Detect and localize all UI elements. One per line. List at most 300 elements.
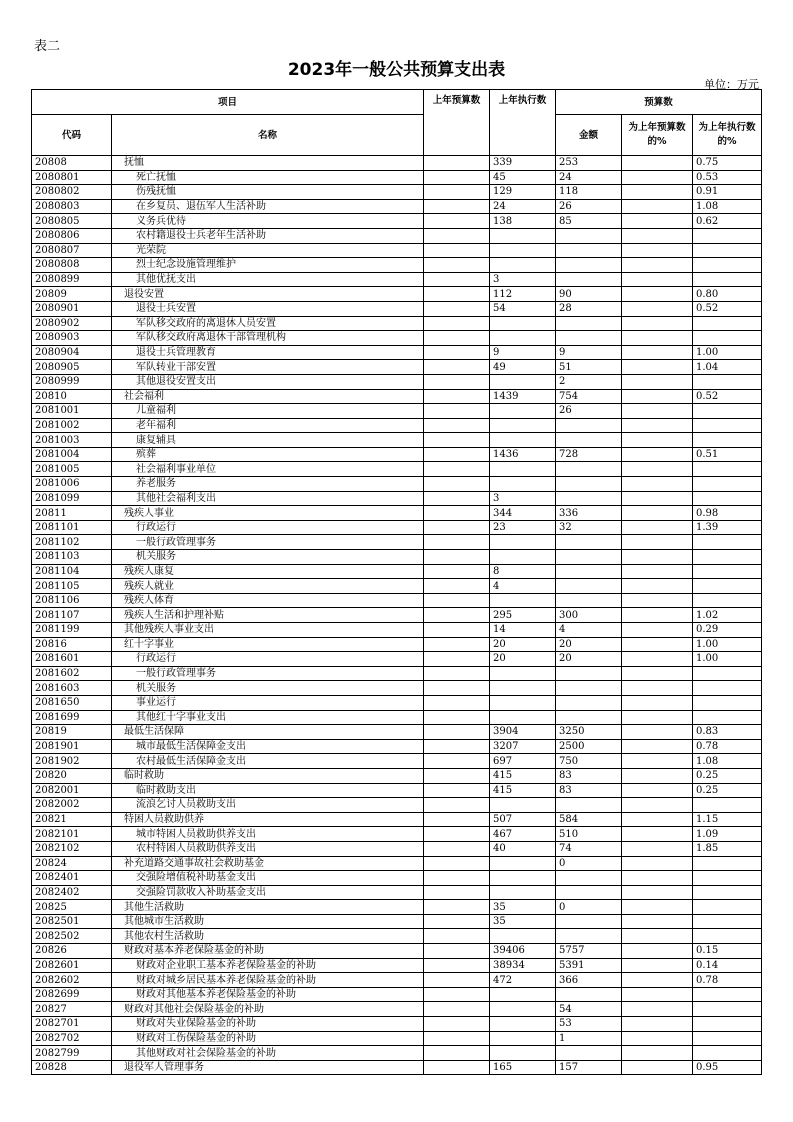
table-row	[32, 550, 762, 565]
prev-budget-cell	[424, 623, 490, 638]
prev-exec-cell: 344	[490, 506, 556, 521]
name-cell: 殡葬	[112, 447, 424, 462]
prev-exec-cell	[490, 871, 556, 886]
pct-exec-cell	[693, 987, 762, 1002]
pct-budget-cell	[622, 404, 693, 419]
code-cell: 2081102	[32, 535, 112, 550]
pct-exec-cell: 0.80	[693, 287, 762, 302]
pct-exec-cell	[693, 900, 762, 915]
prev-exec-cell: 415	[490, 783, 556, 798]
pct-exec-cell: 1.09	[693, 827, 762, 842]
code-cell: 2081004	[32, 447, 112, 462]
prev-exec-cell	[490, 856, 556, 871]
amount-cell: 20	[556, 652, 622, 667]
prev-exec-cell: 49	[490, 360, 556, 375]
amount-cell	[556, 871, 622, 886]
pct-exec-cell: 0.98	[693, 506, 762, 521]
table-row	[32, 272, 762, 287]
prev-exec-cell	[490, 462, 556, 477]
name-cell: 军队移交政府离退休干部管理机构	[112, 331, 424, 346]
pct-exec-cell: 1.85	[693, 841, 762, 856]
amount-cell	[556, 491, 622, 506]
pct-exec-cell	[693, 1046, 762, 1061]
prev-budget-cell	[424, 506, 490, 521]
name-cell: 其他农村生活救助	[112, 929, 424, 944]
name-cell: 养老服务	[112, 477, 424, 492]
name-cell: 其他优抚支出	[112, 272, 424, 287]
name-cell: 交强险罚款收入补助基金支出	[112, 885, 424, 900]
amount-cell: 26	[556, 199, 622, 214]
code-cell: 2081003	[32, 433, 112, 448]
pct-exec-cell	[693, 871, 762, 886]
code-cell: 2082001	[32, 783, 112, 798]
prev-budget-cell	[424, 331, 490, 346]
table-row	[32, 725, 762, 740]
table-row	[32, 360, 762, 375]
prev-exec-cell: 129	[490, 185, 556, 200]
table-row	[32, 739, 762, 754]
table-row	[32, 345, 762, 360]
name-cell: 残疾人体育	[112, 593, 424, 608]
amount-cell: 83	[556, 768, 622, 783]
pct-exec-cell	[693, 418, 762, 433]
prev-exec-cell	[490, 316, 556, 331]
prev-budget-cell	[424, 768, 490, 783]
pct-budget-cell	[622, 593, 693, 608]
name-cell: 其他残疾人事业支出	[112, 623, 424, 638]
pct-exec-cell	[693, 272, 762, 287]
amount-cell	[556, 681, 622, 696]
code-cell: 2081650	[32, 695, 112, 710]
code-cell: 2080803	[32, 199, 112, 214]
amount-cell: 300	[556, 608, 622, 623]
amount-cell: 53	[556, 1017, 622, 1032]
pct-budget-cell	[622, 637, 693, 652]
code-cell: 2080801	[32, 170, 112, 185]
table-row	[32, 1002, 762, 1017]
amount-cell: 85	[556, 214, 622, 229]
prev-budget-cell	[424, 345, 490, 360]
prev-exec-cell	[490, 1017, 556, 1032]
code-cell: 2081103	[32, 550, 112, 565]
pct-exec-cell	[693, 914, 762, 929]
pct-budget-cell	[622, 608, 693, 623]
code-cell: 2080807	[32, 243, 112, 258]
name-cell: 残疾人事业	[112, 506, 424, 521]
name-cell: 其他社会福利支出	[112, 491, 424, 506]
prev-budget-cell	[424, 389, 490, 404]
amount-cell: 5757	[556, 944, 622, 959]
code-cell: 20828	[32, 1060, 112, 1075]
amount-cell: 32	[556, 520, 622, 535]
name-cell: 其他红十字事业支出	[112, 710, 424, 725]
table-row	[32, 695, 762, 710]
table-row	[32, 418, 762, 433]
amount-cell: 54	[556, 1002, 622, 1017]
prev-exec-cell: 112	[490, 287, 556, 302]
pct-exec-cell: 0.14	[693, 958, 762, 973]
table-row	[32, 900, 762, 915]
prev-budget-cell	[424, 418, 490, 433]
name-cell: 行政运行	[112, 652, 424, 667]
code-cell: 20826	[32, 944, 112, 959]
pct-exec-cell: 1.00	[693, 637, 762, 652]
amount-cell	[556, 1046, 622, 1061]
prev-budget-cell	[424, 1017, 490, 1032]
pct-exec-cell	[693, 550, 762, 565]
pct-exec-cell	[693, 433, 762, 448]
name-cell: 财政对其他社会保险基金的补助	[112, 1002, 424, 1017]
amount-cell: 336	[556, 506, 622, 521]
header-pct-prev-exec: 为上年执行数的%	[693, 115, 762, 156]
name-cell: 光荣院	[112, 243, 424, 258]
table-row	[32, 754, 762, 769]
prev-budget-cell	[424, 710, 490, 725]
pct-budget-cell	[622, 710, 693, 725]
table-row	[32, 258, 762, 273]
code-cell: 2080805	[32, 214, 112, 229]
table-row	[32, 944, 762, 959]
prev-exec-cell	[490, 535, 556, 550]
prev-budget-cell	[424, 214, 490, 229]
table-row	[32, 301, 762, 316]
pct-exec-cell	[693, 593, 762, 608]
prev-exec-cell: 1436	[490, 447, 556, 462]
name-cell: 财政对城乡居民基本养老保险基金的补助	[112, 973, 424, 988]
code-cell: 2082501	[32, 914, 112, 929]
amount-cell	[556, 914, 622, 929]
table-row	[32, 520, 762, 535]
pct-exec-cell: 1.08	[693, 754, 762, 769]
code-cell: 2081602	[32, 666, 112, 681]
table-row	[32, 637, 762, 652]
prev-exec-cell: 38934	[490, 958, 556, 973]
table-row	[32, 287, 762, 302]
table-row	[32, 885, 762, 900]
prev-budget-cell	[424, 812, 490, 827]
table-row	[32, 841, 762, 856]
code-cell: 20819	[32, 725, 112, 740]
prev-exec-cell: 507	[490, 812, 556, 827]
name-cell: 特困人员救助供养	[112, 812, 424, 827]
prev-exec-cell	[490, 798, 556, 813]
prev-exec-cell: 697	[490, 754, 556, 769]
code-cell: 20824	[32, 856, 112, 871]
code-cell: 20827	[32, 1002, 112, 1017]
prev-budget-cell	[424, 579, 490, 594]
prev-exec-cell: 45	[490, 170, 556, 185]
name-cell: 农村最低生活保障金支出	[112, 754, 424, 769]
prev-exec-cell	[490, 374, 556, 389]
pct-budget-cell	[622, 170, 693, 185]
prev-budget-cell	[424, 301, 490, 316]
name-cell: 抚恤	[112, 156, 424, 171]
table-row	[32, 185, 762, 200]
pct-budget-cell	[622, 987, 693, 1002]
name-cell: 老年福利	[112, 418, 424, 433]
amount-cell	[556, 433, 622, 448]
table-row	[32, 477, 762, 492]
prev-exec-cell	[490, 593, 556, 608]
name-cell: 残疾人就业	[112, 579, 424, 594]
prev-budget-cell	[424, 156, 490, 171]
table-row	[32, 535, 762, 550]
table-row	[32, 491, 762, 506]
pct-exec-cell: 1.02	[693, 608, 762, 623]
pct-exec-cell	[693, 564, 762, 579]
amount-cell: 4	[556, 623, 622, 638]
amount-cell: 51	[556, 360, 622, 375]
amount-cell	[556, 798, 622, 813]
table-row	[32, 783, 762, 798]
pct-budget-cell	[622, 885, 693, 900]
amount-cell: 118	[556, 185, 622, 200]
code-cell: 2081199	[32, 623, 112, 638]
pct-budget-cell	[622, 1031, 693, 1046]
prev-exec-cell	[490, 1031, 556, 1046]
amount-cell: 83	[556, 783, 622, 798]
prev-exec-cell	[490, 987, 556, 1002]
pct-budget-cell	[622, 491, 693, 506]
pct-exec-cell	[693, 856, 762, 871]
name-cell: 补充道路交通事故社会救助基金	[112, 856, 424, 871]
prev-exec-cell: 165	[490, 1060, 556, 1075]
prev-exec-cell: 20	[490, 652, 556, 667]
pct-budget-cell	[622, 418, 693, 433]
code-cell: 2081005	[32, 462, 112, 477]
name-cell: 一般行政管理事务	[112, 535, 424, 550]
name-cell: 退役士兵管理教育	[112, 345, 424, 360]
prev-budget-cell	[424, 564, 490, 579]
pct-budget-cell	[622, 1046, 693, 1061]
pct-budget-cell	[622, 243, 693, 258]
header-prev-budget: 上年预算数	[424, 90, 490, 156]
pct-exec-cell	[693, 316, 762, 331]
code-cell: 2082401	[32, 871, 112, 886]
table-row	[32, 1060, 762, 1075]
pct-budget-cell	[622, 739, 693, 754]
pct-exec-cell	[693, 243, 762, 258]
name-cell: 烈士纪念设施管理维护	[112, 258, 424, 273]
amount-cell: 90	[556, 287, 622, 302]
amount-cell: 253	[556, 156, 622, 171]
table-row	[32, 652, 762, 667]
amount-cell: 1	[556, 1031, 622, 1046]
code-cell: 2082602	[32, 973, 112, 988]
code-cell: 2082701	[32, 1017, 112, 1032]
name-cell: 行政运行	[112, 520, 424, 535]
prev-budget-cell	[424, 170, 490, 185]
pct-exec-cell: 0.78	[693, 739, 762, 754]
pct-budget-cell	[622, 725, 693, 740]
table-row	[32, 316, 762, 331]
code-cell: 2081601	[32, 652, 112, 667]
pct-budget-cell	[622, 768, 693, 783]
pct-budget-cell	[622, 272, 693, 287]
table-row	[32, 506, 762, 521]
prev-exec-cell: 3	[490, 272, 556, 287]
amount-cell	[556, 987, 622, 1002]
code-cell: 2081107	[32, 608, 112, 623]
name-cell: 残疾人生活和护理补贴	[112, 608, 424, 623]
pct-exec-cell	[693, 374, 762, 389]
prev-exec-cell	[490, 433, 556, 448]
amount-cell: 584	[556, 812, 622, 827]
prev-exec-cell: 295	[490, 608, 556, 623]
table-row	[32, 666, 762, 681]
table-row	[32, 768, 762, 783]
table-row	[32, 608, 762, 623]
header-amount: 金额	[556, 115, 622, 156]
prev-exec-cell: 138	[490, 214, 556, 229]
prev-exec-cell: 4	[490, 579, 556, 594]
code-cell: 2082702	[32, 1031, 112, 1046]
pct-budget-cell	[622, 258, 693, 273]
name-cell: 最低生活保障	[112, 725, 424, 740]
amount-cell: 74	[556, 841, 622, 856]
code-cell: 2080902	[32, 316, 112, 331]
pct-budget-cell	[622, 331, 693, 346]
pct-budget-cell	[622, 1017, 693, 1032]
amount-cell: 750	[556, 754, 622, 769]
prev-budget-cell	[424, 462, 490, 477]
prev-budget-cell	[424, 374, 490, 389]
prev-budget-cell	[424, 491, 490, 506]
pct-exec-cell	[693, 331, 762, 346]
prev-budget-cell	[424, 681, 490, 696]
table-row	[32, 1017, 762, 1032]
prev-budget-cell	[424, 944, 490, 959]
pct-budget-cell	[622, 1060, 693, 1075]
pct-exec-cell: 0.25	[693, 768, 762, 783]
table-row	[32, 929, 762, 944]
prev-budget-cell	[424, 929, 490, 944]
prev-budget-cell	[424, 856, 490, 871]
budget-table	[31, 89, 762, 1075]
pct-exec-cell	[693, 929, 762, 944]
pct-budget-cell	[622, 827, 693, 842]
prev-budget-cell	[424, 316, 490, 331]
table-row	[32, 389, 762, 404]
pct-exec-cell	[693, 462, 762, 477]
pct-budget-cell	[622, 462, 693, 477]
prev-budget-cell	[424, 652, 490, 667]
amount-cell: 728	[556, 447, 622, 462]
prev-exec-cell	[490, 243, 556, 258]
pct-exec-cell	[693, 491, 762, 506]
pct-budget-cell	[622, 316, 693, 331]
table-row	[32, 871, 762, 886]
pct-exec-cell	[693, 477, 762, 492]
code-cell: 2080806	[32, 228, 112, 243]
pct-budget-cell	[622, 1002, 693, 1017]
prev-budget-cell	[424, 404, 490, 419]
prev-exec-cell	[490, 331, 556, 346]
amount-cell	[556, 710, 622, 725]
code-cell: 2081105	[32, 579, 112, 594]
header-pct-prev-budget: 为上年预算数的%	[622, 115, 693, 156]
pct-budget-cell	[622, 360, 693, 375]
table-row	[32, 243, 762, 258]
header-project: 项目	[32, 90, 424, 115]
amount-cell: 5391	[556, 958, 622, 973]
prev-exec-cell: 8	[490, 564, 556, 579]
pct-budget-cell	[622, 900, 693, 915]
pct-budget-cell	[622, 929, 693, 944]
code-cell: 2080905	[32, 360, 112, 375]
pct-budget-cell	[622, 944, 693, 959]
amount-cell	[556, 929, 622, 944]
code-cell: 20825	[32, 900, 112, 915]
name-cell: 机关服务	[112, 550, 424, 565]
pct-budget-cell	[622, 301, 693, 316]
name-cell: 退役军人管理事务	[112, 1060, 424, 1075]
table-row	[32, 593, 762, 608]
pct-exec-cell: 1.39	[693, 520, 762, 535]
name-cell: 临时救助支出	[112, 783, 424, 798]
prev-exec-cell: 3904	[490, 725, 556, 740]
code-cell: 2080802	[32, 185, 112, 200]
code-cell: 2081699	[32, 710, 112, 725]
code-cell: 20811	[32, 506, 112, 521]
name-cell: 义务兵优待	[112, 214, 424, 229]
pct-exec-cell	[693, 228, 762, 243]
table-row	[32, 564, 762, 579]
prev-budget-cell	[424, 783, 490, 798]
prev-budget-cell	[424, 885, 490, 900]
amount-cell	[556, 579, 622, 594]
code-cell: 2081106	[32, 593, 112, 608]
prev-exec-cell: 3207	[490, 739, 556, 754]
name-cell: 军队移交政府的离退休人员安置	[112, 316, 424, 331]
name-cell: 红十字事业	[112, 637, 424, 652]
code-cell: 20816	[32, 637, 112, 652]
name-cell: 儿童福利	[112, 404, 424, 419]
pct-budget-cell	[622, 287, 693, 302]
name-cell: 流浪乞讨人员救助支出	[112, 798, 424, 813]
pct-budget-cell	[622, 812, 693, 827]
prev-exec-cell	[490, 1046, 556, 1061]
amount-cell: 366	[556, 973, 622, 988]
pct-exec-cell: 0.83	[693, 725, 762, 740]
name-cell: 财政对失业保险基金的补助	[112, 1017, 424, 1032]
pct-exec-cell	[693, 666, 762, 681]
prev-budget-cell	[424, 841, 490, 856]
table-row	[32, 710, 762, 725]
code-cell: 2081101	[32, 520, 112, 535]
amount-cell	[556, 477, 622, 492]
pct-budget-cell	[622, 681, 693, 696]
name-cell: 一般行政管理事务	[112, 666, 424, 681]
prev-budget-cell	[424, 593, 490, 608]
prev-exec-cell: 14	[490, 623, 556, 638]
prev-budget-cell	[424, 798, 490, 813]
prev-exec-cell	[490, 666, 556, 681]
header-code: 代码	[32, 115, 112, 156]
prev-budget-cell	[424, 477, 490, 492]
prev-exec-cell: 40	[490, 841, 556, 856]
name-cell: 在乡复员、退伍军人生活补助	[112, 199, 424, 214]
table-row	[32, 914, 762, 929]
prev-exec-cell: 9	[490, 345, 556, 360]
prev-exec-cell: 35	[490, 900, 556, 915]
amount-cell	[556, 550, 622, 565]
table-row	[32, 331, 762, 346]
pct-budget-cell	[622, 798, 693, 813]
pct-exec-cell	[693, 695, 762, 710]
amount-cell	[556, 666, 622, 681]
name-cell: 其他财政对社会保险基金的补助	[112, 1046, 424, 1061]
